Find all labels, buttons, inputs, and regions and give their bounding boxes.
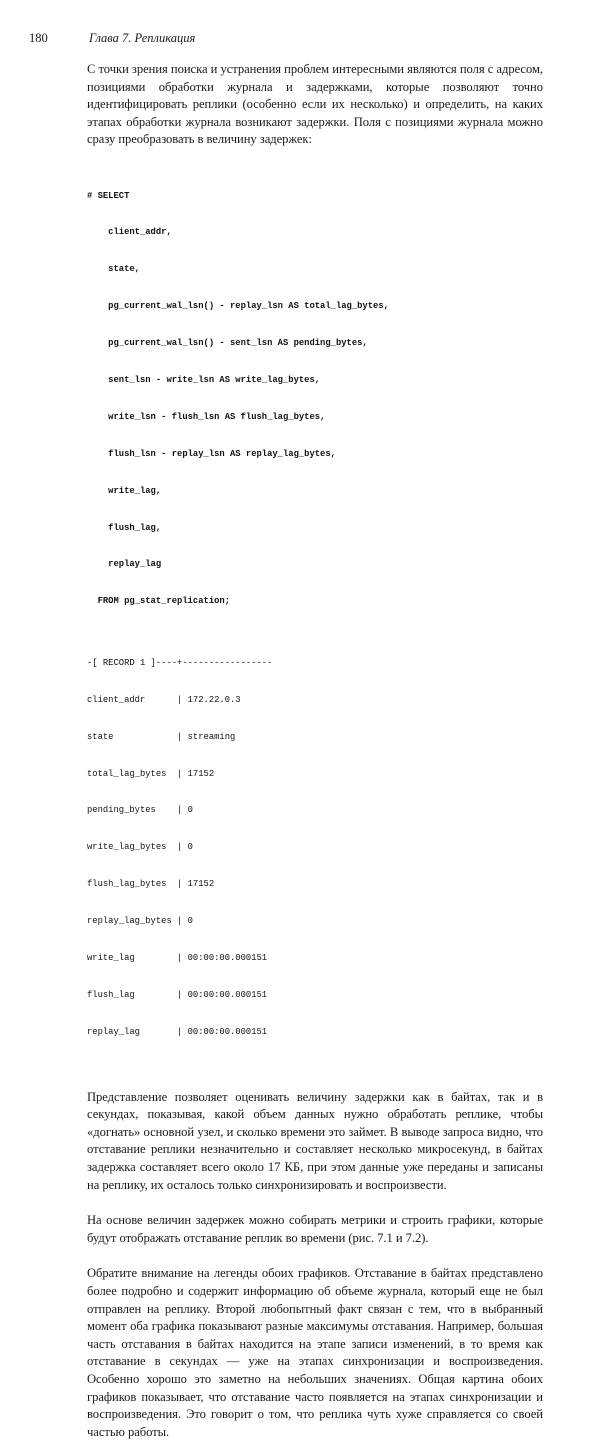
output-row: flush_lag_bytes | 17152 [87,878,215,890]
paragraph-graphs-legends: Обратите внимание на легенды обоих графиков. Отставание в байтах представлено более подробно и содержит информацию об объеме журнала, который еще не был отправлен на реплику. Второй любопытный факт связан с тем, что в выбранный момент оба графика показывают разные максимумы отставания. Например, большая часть отставания в байтах находится на этапе записи изменений, в то время как отставание в секундах — уже на этапах синхронизации и воспроизведения. Особенно хорошо это заметно на небольших значениях. Общая картина обоих графиков показывает, что отставание часто появляется на этапах синхронизации и воспроизведения. Это говорит о том, что реплика чуть хуже справляется со своей частью работы. [87,1266,543,1439]
sql-query-code-block [87,165,507,632]
output-row: write_lag_bytes | 0 [87,841,193,853]
output-row: pending_bytes | 0 [87,804,193,816]
code-line: # SELECT [87,189,130,201]
page-body [87,61,543,1441]
code-line: sent_lsn - write_lsn AS write_lag_bytes, [87,374,321,386]
paragraph-intro: С точки зрения поиска и устранения проблем интересными являются поля с адресом, позициями обработки журнала и задержками, которые позволяют точно идентифицировать реплики (особенно если их несколько) и определить, на каких этапах обработки журнала возникают задержки. Поля с позициями журнала можно сразу преобразовать в величину задержек: [87,62,543,147]
output-row: replay_lag | 00:00:00.000151 [87,1025,268,1037]
query-output-code-block [87,632,507,1062]
code-line: pg_current_wal_lsn() - replay_lsn AS total_lag_bytes, [87,300,389,312]
code-line: FROM pg_stat_replication; [87,595,231,607]
output-row: total_lag_bytes | 17152 [87,767,215,779]
running-head [29,31,549,47]
code-line: client_addr, [87,226,172,238]
output-row: flush_lag | 00:00:00.000151 [87,988,268,1000]
record-header: -[ RECORD 1 ]----+----------------- [87,656,273,668]
code-line: write_lag, [87,484,162,496]
code-line: flush_lsn - replay_lsn AS replay_lag_bytes, [87,447,336,459]
code-line: pg_current_wal_lsn() - sent_lsn AS pending_bytes, [87,337,368,349]
paragraph-lag-explanation: Представление позволяет оценивать величину задержки как в байтах, так и в секундах, показывая, какой объем данных нужно обработать реплике, чтобы «догнать» основной узел, и сколько времени это займет. В выводе запроса видно, что отставание реплики незначительно и составляет несколько микросекунд, в байтах задержка составляет всего около 17 КБ, при этом данные уже переданы и записаны на реплику, их осталось только синхронизировать и воспроизвести. [87,1089,543,1192]
code-line: flush_lag, [87,521,162,533]
code-line: state, [87,263,140,275]
output-row: replay_lag_bytes | 0 [87,915,193,927]
code-line: replay_lag [87,558,162,570]
code-line: write_lsn - flush_lsn AS flush_lag_bytes, [87,410,326,422]
chapter-title: Глава 7. Репликация [89,31,196,45]
paragraph-metrics: На основе величин задержек можно собирать метрики и строить графики, которые будут отображать отставание реплик во времени (рис. 7.1 и 7.2). [87,1213,543,1245]
page-number: 180 [29,31,48,45]
output-row: state | streaming [87,730,236,742]
output-row: write_lag | 00:00:00.000151 [87,951,268,963]
output-row: client_addr | 172.22.0.3 [87,693,241,705]
